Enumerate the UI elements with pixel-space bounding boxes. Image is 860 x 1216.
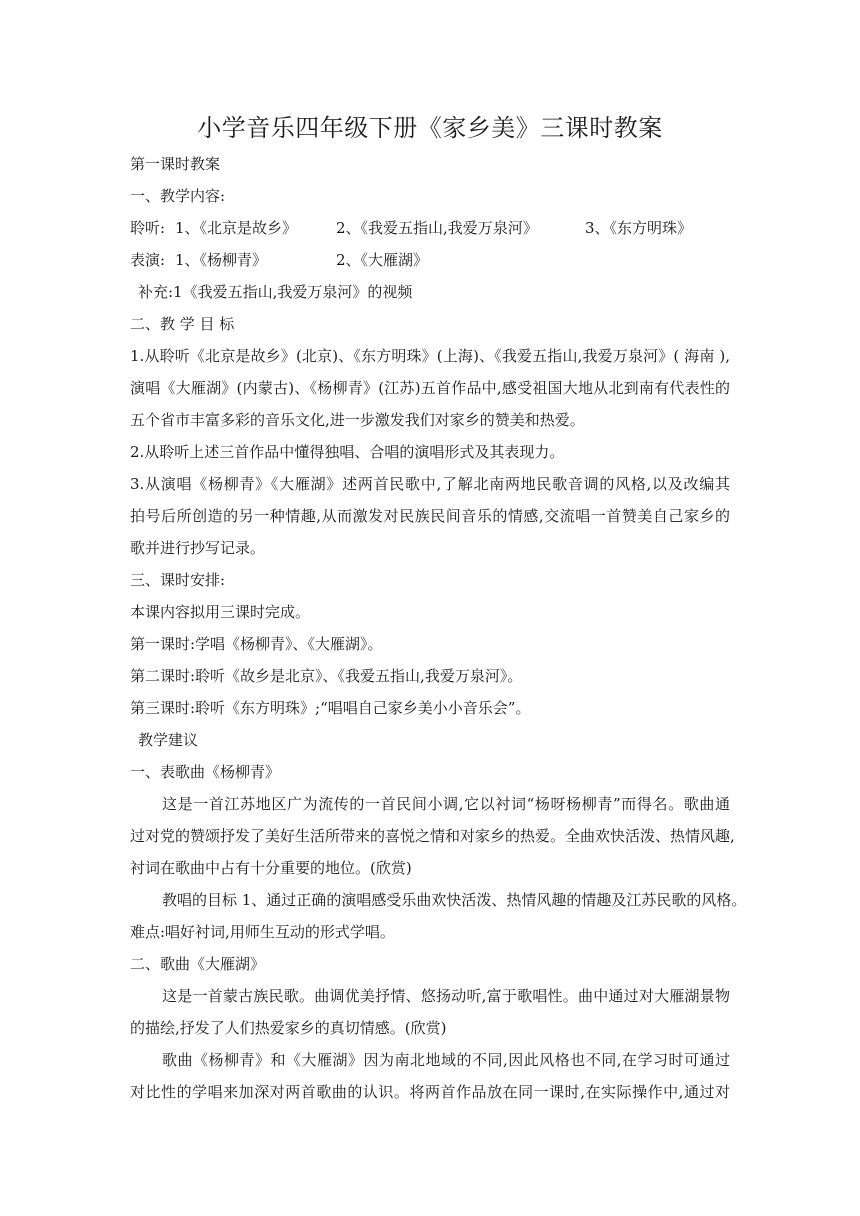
goal1-line: 演唱《大雁湖》(内蒙古)、《杨柳青》(江苏)五首作品中,感受祖国大地从北到南有代表性的 <box>130 379 730 397</box>
song1-para-line: 衬词在歌曲中占有十分重要的地位。(欣赏) <box>130 859 412 877</box>
song2-para-line: 这是一首蒙古族民歌。曲调优美抒情、悠扬动听,富于歌唱性。曲中通过对大雁湖景物 <box>162 987 730 1005</box>
song1-para2-line: 教唱的目标 1、通过正确的演唱感受乐曲欢快活泼、热情风趣的情趣及江苏民歌的风格。 <box>162 891 747 909</box>
song1-heading: 一、表歌曲《杨柳青》 <box>130 763 281 781</box>
song2-para-line: 的描绘,抒发了人们热爱家乡的真切情感。(欣赏) <box>130 1019 447 1037</box>
song1-para-line: 这是一首江苏地区广为流传的一首民间小调,它以衬词“杨呀杨柳青”而得名。歌曲通 <box>162 795 730 813</box>
perform-item: 1、《杨柳青》 <box>175 251 268 269</box>
goal1-line: 1.从聆听《北京是故乡》(北京)、《东方明珠》(上海)、《我爱五指山,我爱万泉河》( 海南 ), <box>130 347 730 365</box>
suggestions-heading: 教学建议 <box>138 731 199 749</box>
song2-para2-line: 对比性的学唱来加深对两首歌曲的认识。将两首作品放在同一课时,在实际操作中,通过对 <box>130 1083 730 1101</box>
listen-label: 聆听: <box>130 219 166 237</box>
page-title: 小学音乐四年级下册《家乡美》三课时教案 <box>197 114 663 142</box>
content-heading: 一、教学内容: <box>130 187 226 205</box>
song2-para2-line: 歌曲《杨柳青》和《大雁湖》因为南北地域的不同,因此风格也不同,在学习时可通过 <box>162 1051 730 1069</box>
goal3-line: 3.从演唱《杨柳青》《大雁湖》述两首民歌中,了解北南两地民歌音调的风格,以及改编其 <box>130 475 730 493</box>
perform-item: 2、《大雁湖》 <box>336 251 429 269</box>
song1-para2-line: 难点:唱好衬词,用师生互动的形式学唱。 <box>130 923 395 941</box>
schedule-item: 第三课时:聆听《东方明珠》;“唱唱自己家乡美小小音乐会”。 <box>130 699 531 717</box>
perform-label: 表演: <box>130 251 166 269</box>
schedule-item: 第一课时:学唱《杨柳青》、《大雁湖》。 <box>130 635 383 653</box>
supplement-line: 补充:1《我爱五指山,我爱万泉河》的视频 <box>138 283 413 301</box>
goal3-line: 歌并进行抄写记录。 <box>130 539 266 557</box>
schedule-item: 第二课时:聆听《故乡是北京》、《我爱五指山,我爱万泉河》。 <box>130 667 523 685</box>
goal3-line: 拍号后所创造的另一种情趣,从而激发对民族民间音乐的情感,交流唱一首赞美自己家乡的 <box>130 507 730 525</box>
listen-item: 2、《我爱五指山,我爱万泉河》 <box>336 219 538 237</box>
schedule-heading: 三、课时安排: <box>130 571 226 589</box>
goal1-line: 五个省市丰富多彩的音乐文化,进一步激发我们对家乡的赞美和热爱。 <box>130 411 585 429</box>
goals-heading: 二、教 学 目 标 <box>130 315 235 333</box>
listen-item: 1、《北京是故乡》 <box>175 219 298 237</box>
lesson1-heading: 第一课时教案 <box>130 155 221 173</box>
goal2-line: 2.从聆听上述三首作品中懂得独唱、合唱的演唱形式及其表现力。 <box>130 443 565 461</box>
listen-item: 3、《东方明珠》 <box>585 219 693 237</box>
song2-heading: 二、歌曲《大雁湖》 <box>130 955 266 973</box>
song1-para-line: 过对党的赞颂抒发了美好生活所带来的喜悦之情和对家乡的热爱。全曲欢快活泼、热情风趣, <box>130 827 735 845</box>
schedule-intro: 本课内容拟用三课时完成。 <box>130 603 311 621</box>
